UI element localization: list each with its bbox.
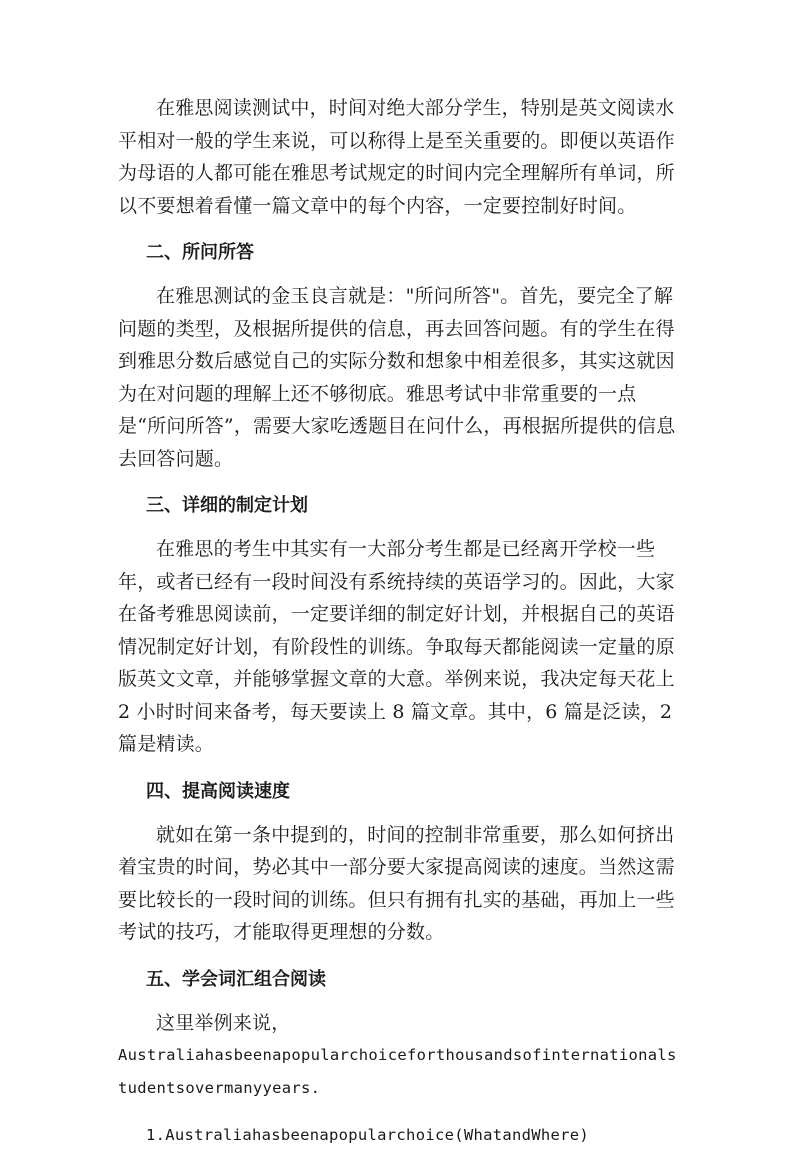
document-body [118, 92, 678, 1150]
paragraph-reading-speed: 就如在第一条中提到的，时间的控制非常重要，那么如何挤出着宝贵的时间，势必其中一部分要大家提高阅读的速度。当然这需要比较长的一段时间的训练。但只有拥有扎实的基础，再加上一些考试的技巧，才能取得更理想的分数。 [118, 823, 675, 943]
section-heading-4: 四、提高阅读速度 [146, 780, 290, 802]
section-heading-2: 二、所问所答 [146, 242, 254, 263]
paragraph-time-control: 在雅思阅读测试中，时间对绝大部分学生，特别是英文阅读水平相对一般的学生来说，可以称得上是至关重要的。即便以英语作为母语的人都可能在雅思考试规定的时间内完全理解所有单词，所以不要想着看懂一篇文章中的每个内容，一定要控制好时间。 [118, 97, 675, 217]
paragraph-example-intro: 这里举例来说， [156, 1011, 291, 1034]
section-heading-3: 三、详细的制定计划 [146, 495, 308, 516]
section-heading-5: 五、学会词汇组合阅读 [146, 968, 326, 990]
paragraph-answer-what-asked: 在雅思测试的金玉良言就是："所问所答"。首先，要完全了解问题的类型，及根据所提供的信息，再去回答问题。有的学生在得到雅思分数后感觉自己的实际分数和想象中相差很多，其实这就因为在对问题的理解上还不够彻底。雅思考试中非常重要的一点是“所问所答”，需要大家吃透题目在问什么，再根据所提供的信息去回答问题。 [118, 285, 676, 470]
example-sentence: Australiahasbeenapopularchoiceforthousandsofinternationalstudentsovermanyyears. [118, 1046, 677, 1097]
paragraph-study-plan: 在雅思的考生中其实有一大部分考生都是已经离开学校一些年，或者已经有一段时间没有系统持续的英语学习的。因此，大家在备考雅思阅读前，一定要详细的制定好计划，并根据自己的英语情况制定好计划，有阶段性的训练。争取每天都能阅读一定量的原版英文文章，并能够掌握文章的大意。举例来说，我决定每天花上 2 小时时间来备考，每天要读上 8 篇文章。其中，6 篇是泛读，2 篇是精读。 [118, 538, 675, 755]
list-item-1: 1.Australiahasbeenapopularchoice(WhatandWhere) [146, 1126, 590, 1144]
